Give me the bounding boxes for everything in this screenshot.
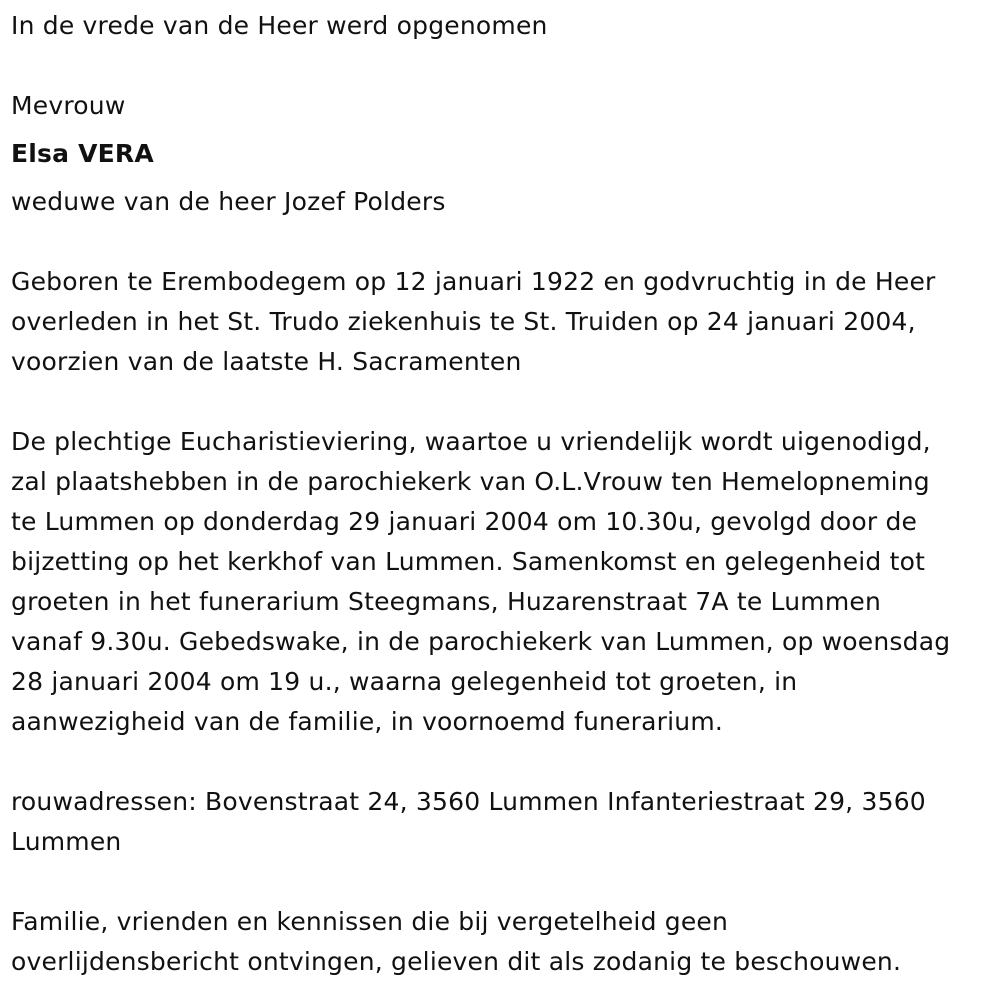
deceased-name: Elsa VERA bbox=[11, 139, 154, 168]
honorific: Mevrouw bbox=[11, 91, 126, 120]
spacer bbox=[11, 862, 991, 902]
closing-paragraph: Familie, vrienden en kennissen die bij vergetelheid geen overlijdensbericht ontvingen, gelieven dit als zodanig te beschouwen. bbox=[11, 907, 902, 976]
death-notice bbox=[11, 6, 991, 982]
spacer bbox=[11, 222, 991, 262]
mourning-addresses: rouwadressen: Bovenstraat 24, 3560 Lummen Infanteriestraat 29, 3560 Lummen bbox=[11, 787, 926, 856]
spacer bbox=[11, 742, 991, 782]
birth-death-paragraph: Geboren te Erembodegem op 12 januari 1922 en godvruchtig in de Heer overleden in het St. Trudo ziekenhuis te St. Truiden op 24 januari 2004, voorzien van de laatste H. Sacramenten bbox=[11, 267, 936, 376]
spacer bbox=[11, 382, 991, 422]
ceremony-paragraph: De plechtige Eucharistieviering, waartoe u vriendelijk wordt uigenodigd, zal plaatshebben in de parochiekerk van O.L.Vrouw ten Hemelopneming te Lummen op donderdag 29 januari 2004 om 10.30u, gevolgd door de bijzetting op het kerkhof van Lummen. Samenkomst en gelegenheid tot groeten in het funerarium Steegmans, Huzarenstraat 7A te Lummen vanaf 9.30u. Gebedswake, in de parochiekerk van Lummen, op woensdag 28 januari 2004 om 19 u., waarna gelegenheid tot groeten, in aanwezigheid van de familie, in voornoemd funerarium. bbox=[11, 427, 951, 736]
intro-line: In de vrede van de Heer werd opgenomen bbox=[11, 11, 548, 40]
spacer bbox=[11, 46, 991, 86]
widow-of-line: weduwe van de heer Jozef Polders bbox=[11, 187, 446, 216]
